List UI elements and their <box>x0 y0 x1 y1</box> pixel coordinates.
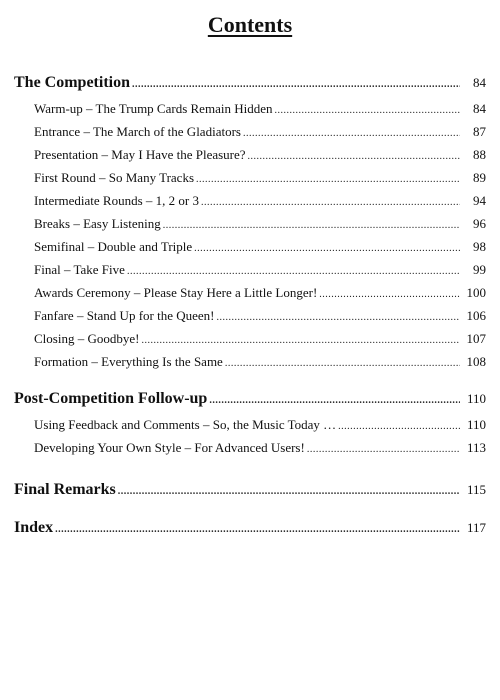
page-number: 98 <box>473 239 486 254</box>
dot-leader <box>225 352 460 375</box>
page-number: 117 <box>466 520 486 535</box>
item-title: Final – Take Five <box>34 262 125 277</box>
dot-leader <box>163 214 460 237</box>
page-title: Contents <box>207 12 293 37</box>
toc-item[interactable] <box>14 436 486 459</box>
toc-item[interactable] <box>14 304 486 327</box>
item-title: First Round – So Many Tracks <box>34 170 194 185</box>
page-number: 96 <box>473 216 486 231</box>
toc-item[interactable] <box>14 120 486 143</box>
item-title: Closing – Goodbye! <box>34 331 140 346</box>
page-number: 89 <box>473 170 486 185</box>
dot-leader <box>194 237 460 260</box>
page-number: 110 <box>466 417 486 432</box>
page-number: 106 <box>466 308 486 323</box>
toc-item[interactable] <box>14 143 486 166</box>
page-number: 110 <box>466 391 486 406</box>
page-number: 107 <box>466 331 486 346</box>
dot-leader <box>307 438 460 461</box>
dot-leader <box>243 122 460 145</box>
page-number: 99 <box>473 262 486 277</box>
page-number: 88 <box>473 147 486 162</box>
table-of-contents <box>14 71 486 540</box>
item-title: Developing Your Own Style – For Advanced Users! <box>34 440 305 455</box>
dot-leader <box>118 480 460 504</box>
toc-item[interactable] <box>14 212 486 235</box>
toc-section-final-remarks[interactable] <box>14 478 486 502</box>
section-title: The Competition <box>14 74 130 91</box>
item-title: Formation – Everything Is the Same <box>34 354 223 369</box>
dot-leader <box>201 191 460 214</box>
page-number: 113 <box>466 440 486 455</box>
dot-leader <box>319 283 460 306</box>
page-number: 87 <box>473 124 486 139</box>
item-title: Semifinal – Double and Triple <box>34 239 193 254</box>
toc-section-the-competition[interactable] <box>14 71 486 95</box>
toc-item[interactable] <box>14 413 486 436</box>
page-number: 108 <box>466 354 486 369</box>
item-title: Using Feedback and Comments – So, the Music Today … <box>34 417 337 432</box>
toc-item[interactable] <box>14 97 486 120</box>
item-title: Awards Ceremony – Please Stay Here a Little Longer! <box>34 285 318 300</box>
item-title: Fanfare – Stand Up for the Queen! <box>34 308 215 323</box>
dot-leader <box>127 260 460 283</box>
dot-leader <box>141 329 460 352</box>
section-title: Index <box>14 519 54 536</box>
toc-section-post-competition[interactable] <box>14 387 486 411</box>
dot-leader <box>274 99 460 122</box>
toc-item[interactable] <box>14 166 486 189</box>
dot-leader <box>248 145 460 168</box>
page-number: 94 <box>473 193 486 208</box>
dot-leader <box>132 73 460 97</box>
item-title: Presentation – May I Have the Pleasure? <box>34 147 246 162</box>
dot-leader <box>338 415 460 438</box>
toc-section-index[interactable] <box>14 516 486 540</box>
toc-item[interactable] <box>14 281 486 304</box>
page-number: 115 <box>466 482 486 497</box>
section-title: Post-Competition Follow-up <box>14 390 208 407</box>
toc-item[interactable] <box>14 350 486 373</box>
item-title: Intermediate Rounds – 1, 2 or 3 <box>34 193 199 208</box>
dot-leader <box>209 389 460 413</box>
toc-item[interactable] <box>14 258 486 281</box>
dot-leader <box>55 518 460 542</box>
toc-item[interactable] <box>14 189 486 212</box>
dot-leader <box>196 168 460 191</box>
item-title: Warm-up – The Trump Cards Remain Hidden <box>34 101 273 116</box>
item-title: Breaks – Easy Listening <box>34 216 161 231</box>
page-number: 100 <box>466 285 486 300</box>
item-title: Entrance – The March of the Gladiators <box>34 124 241 139</box>
toc-item[interactable] <box>14 327 486 350</box>
dot-leader <box>217 306 461 329</box>
page-number: 84 <box>473 101 486 116</box>
toc-item[interactable] <box>14 235 486 258</box>
section-title: Final Remarks <box>14 481 116 498</box>
page-number: 84 <box>473 75 486 90</box>
